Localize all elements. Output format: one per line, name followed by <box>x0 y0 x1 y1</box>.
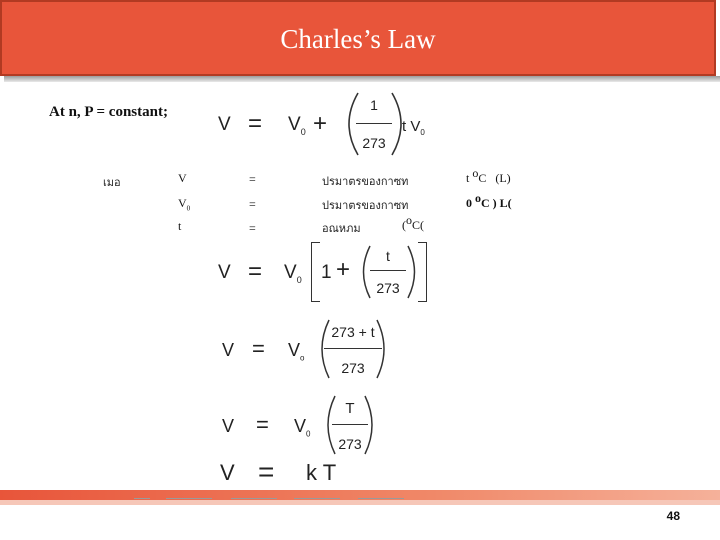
degree-icon: o <box>475 191 481 205</box>
def-eq-3: = <box>249 221 256 235</box>
def-eq-1: = <box>249 172 256 186</box>
bottom-strip <box>0 500 720 505</box>
def-unit-3: ($^o$C( <box>402 213 424 232</box>
def-meaning-1: ปรมาตรของกาซท <box>322 175 409 188</box>
eq2-numerator: t <box>386 248 390 264</box>
eq5-rhs: k T <box>306 460 337 485</box>
eq4-equals: = <box>256 412 269 437</box>
eq1-denominator: 273 <box>362 135 386 151</box>
def-extra-2: 0 $^o$C ) L( <box>466 191 512 210</box>
degree-icon: o <box>406 213 412 227</box>
title-shadow <box>4 76 720 82</box>
footer-line <box>231 498 277 499</box>
eq1-numerator: 1 <box>370 97 378 113</box>
def-symbol-v0: $V_0$ <box>178 196 191 213</box>
eq5-equals: = <box>258 456 275 487</box>
eq2-lhs: V <box>218 262 231 283</box>
slide-title: Charles’s Law <box>280 24 436 54</box>
degree-icon: o <box>472 166 479 180</box>
eq5-lhs: V <box>220 460 235 485</box>
eq3-denominator: 273 <box>341 360 365 376</box>
title-bar <box>0 0 716 76</box>
eq2-equals: = <box>248 258 263 285</box>
def-meaning-3: อณหภม <box>322 222 361 235</box>
eq1-v0: $V_0$ <box>288 114 306 137</box>
eq4-right-paren <box>360 394 382 456</box>
eq2-fraction-bar <box>370 270 406 271</box>
eq3-lhs: V <box>222 340 235 360</box>
eq2-denominator: 273 <box>376 280 400 296</box>
when-label: เมอ <box>103 176 121 189</box>
eq4-numerator: T <box>345 400 355 417</box>
eq1-equals: = <box>248 110 263 137</box>
eq1-lhs: V <box>218 114 231 135</box>
eq3-v0: $V_o$ <box>288 340 305 363</box>
eq1-t: t $V_0$ <box>402 118 425 137</box>
page-number: 48 <box>666 509 680 523</box>
def-eq-2: = <box>249 197 256 211</box>
def-symbol-v: V <box>178 171 187 185</box>
eq4-v0: $V_0$ <box>294 416 311 439</box>
eq4-lhs: V <box>222 416 235 436</box>
eq3-right-paren <box>372 318 394 380</box>
def-symbol-t: t <box>178 219 182 233</box>
footer-line <box>358 498 404 499</box>
eq1-plus: + <box>313 110 328 137</box>
eq2-left-bracket <box>311 242 320 302</box>
eq2-v0: $V_0$ <box>284 262 302 285</box>
eq3-equals: = <box>252 336 265 361</box>
footer-line <box>294 498 340 499</box>
def-meaning-2: ปรมาตรของกาซท <box>322 199 409 212</box>
eq3-numerator: 273 + t <box>331 324 375 340</box>
eq4-denominator: 273 <box>338 436 362 452</box>
footer-line <box>166 498 212 499</box>
eq2-right-bracket <box>418 242 427 302</box>
eq2-plus: + <box>336 256 351 283</box>
condition-text: At n, P = constant; <box>49 104 168 120</box>
def-extra-1: t $^o$C (L) <box>466 166 511 185</box>
footer-line <box>134 498 150 499</box>
eq2-one: 1 <box>321 262 332 283</box>
